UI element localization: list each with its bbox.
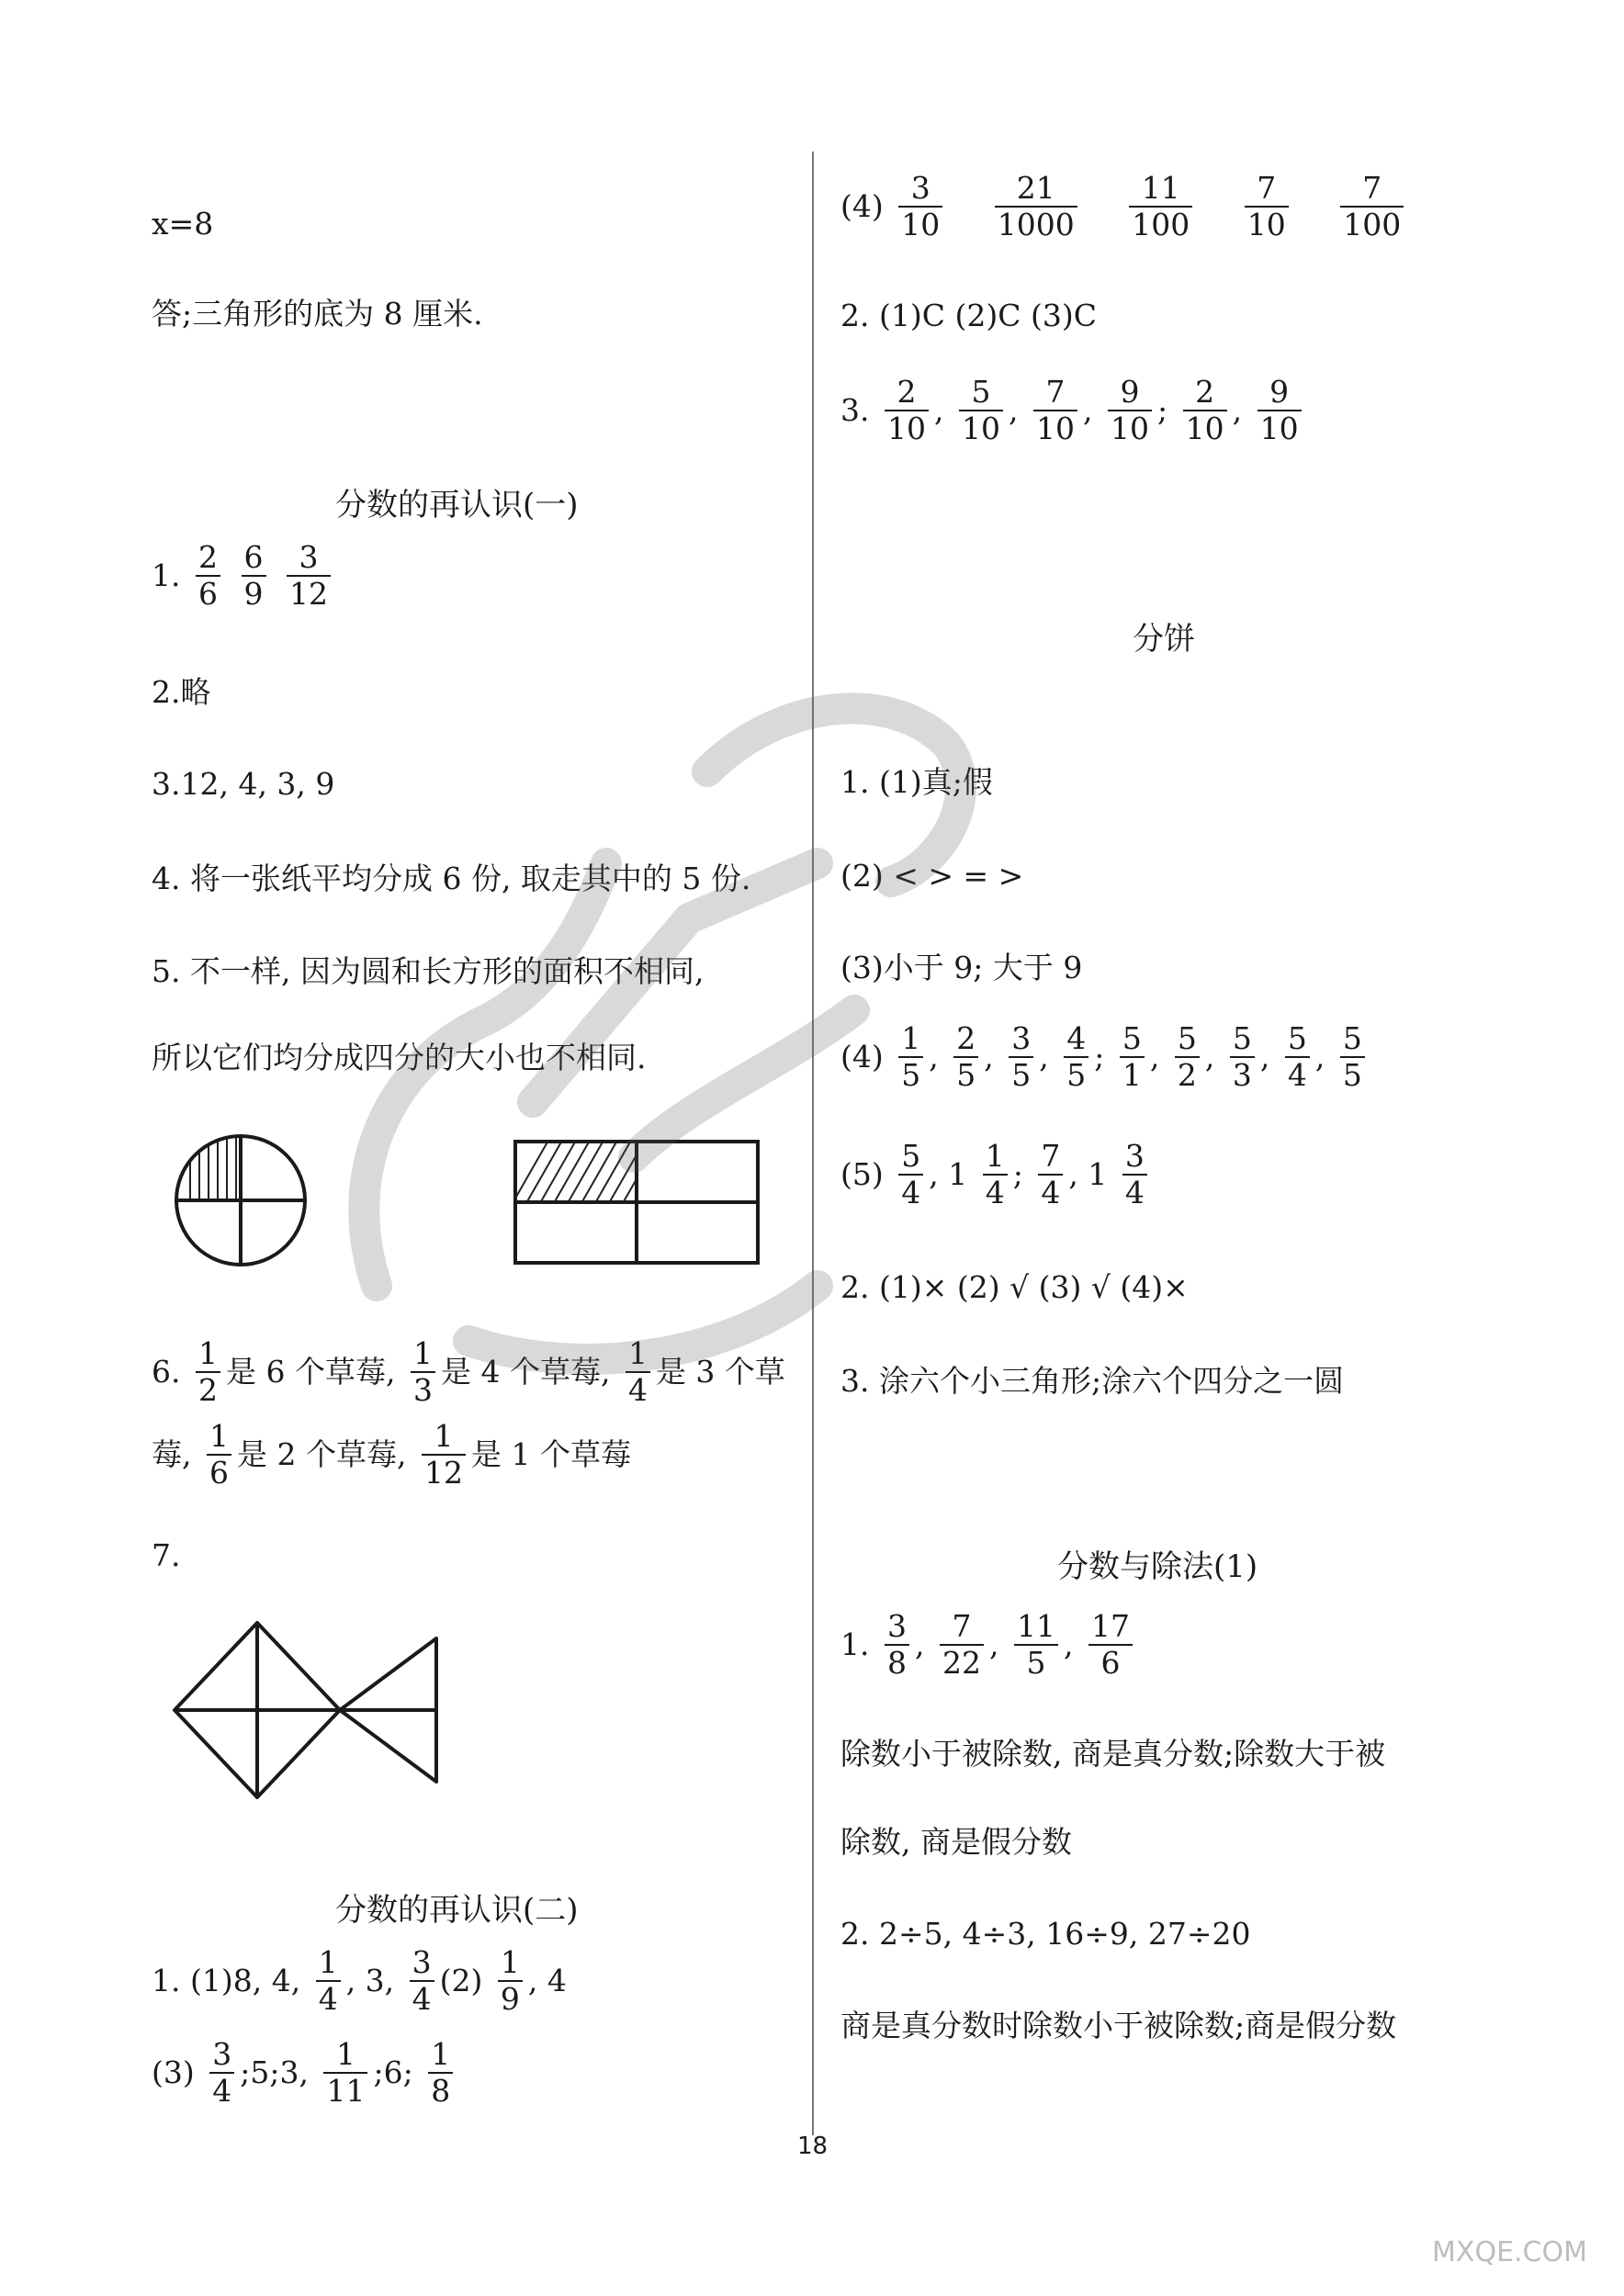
page-number: 18 bbox=[797, 2133, 829, 2160]
division-q2: 2. 2÷5, 4÷3, 16÷9, 27÷20 bbox=[840, 1916, 1251, 1952]
fenbing-q2: 2. (1)× (2) √ (3) √ (4)× bbox=[840, 1269, 1189, 1305]
fenbing-q1-1: 1. (1)真;假 bbox=[840, 764, 993, 800]
watermark-graphic bbox=[303, 588, 1001, 1414]
question-2: 2.略 bbox=[152, 674, 211, 710]
section-2-line-2: (3) $\frac{3}{4}$ ;5;3, $\frac{1}{11}$ ;6; $\frac{1}{8}$ bbox=[152, 2037, 458, 2109]
question-4-fractions: (4) $\frac{3}{10}$ $\frac{21}{1000}$ $\frac{11}{100}$ $\frac{7}{10}$ $\frac{7}{100}$ bbox=[840, 171, 1409, 242]
division-q2-text: 商是真分数时除数小于被除数;商是假分数 bbox=[840, 2008, 1397, 2043]
equation-line: x=8 bbox=[152, 206, 214, 242]
watermark-site-text: MXQE.COM bbox=[1432, 2236, 1587, 2268]
circle-quarters-figure bbox=[172, 1131, 310, 1269]
question-3-fractions: 3. $\frac{2}{10}$ , $\frac{5}{10}$ , $\frac{7}{10}$ , $\frac{9}{10}$ ; $\frac{2}{10}$ , $\frac{9}{10}$ bbox=[840, 375, 1307, 446]
question-1: 1. $\frac{2}{6}$ $\frac{6}{9}$ $\frac{3}{12}$ bbox=[152, 540, 336, 612]
section-2-line-1: 1. (1)8, 4, $\frac{1}{4}$ , 3, $\frac{3}{4}$ (2) $\frac{1}{9}$ , 4 bbox=[152, 1944, 567, 2017]
question-5-line-2: 所以它们均分成四分的大小也不相同. bbox=[152, 1040, 647, 1075]
question-6-line-2: 莓, $\frac{1}{6}$ 是 2 个草莓, $\frac{1}{12}$ 是 1 个草莓 bbox=[152, 1418, 631, 1491]
division-q1-text-2: 除数, 商是假分数 bbox=[840, 1824, 1072, 1860]
fenbing-q1-3: (3)小于 9; 大于 9 bbox=[840, 950, 1083, 985]
section-title: 分数的再认识(一) bbox=[335, 487, 579, 523]
section-title: 分数与除法(1) bbox=[1057, 1548, 1258, 1585]
fenbing-q1-5: (5) $\frac{5}{4}$ , 1 $\frac{1}{4}$ ; $\frac{7}{4}$ , 1 $\frac{3}{4}$ bbox=[840, 1139, 1153, 1210]
question-6-line-1: 6. $\frac{1}{2}$ 是 6 个草莓, $\frac{1}{3}$ 是 4 个草莓, $\frac{1}{4}$ 是 3 个草 bbox=[152, 1335, 785, 1408]
question-5-line-1: 5. 不一样, 因为圆和长方形的面积不相同, bbox=[152, 953, 705, 989]
fenbing-q1-4: (4) $\frac{1}{5}$ , $\frac{2}{5}$ , $\frac{3}{5}$ , $\frac{4}{5}$ ; $\frac{5}{1}$ , $\frac{5}{2}$ , $\frac{5}{3}$ , $\frac{5}{4}$ , $\frac{5}{5}$ bbox=[840, 1021, 1370, 1093]
question-4: 4. 将一张纸平均分成 6 份, 取走其中的 5 份. bbox=[152, 861, 751, 896]
fenbing-q1-2: (2) < > = > bbox=[840, 858, 1024, 894]
question-3: 3.12, 4, 3, 9 bbox=[152, 766, 335, 802]
answer-line: 答;三角形的底为 8 厘米. bbox=[152, 296, 483, 332]
section-title: 分数的再认识(二) bbox=[335, 1892, 579, 1929]
bowtie-triangles-figure bbox=[170, 1618, 445, 1802]
question-2-choices: 2. (1)C (2)C (3)C bbox=[840, 298, 1097, 333]
division-q1-text-1: 除数小于被除数, 商是真分数;除数大于被 bbox=[840, 1736, 1386, 1772]
fenbing-q3: 3. 涂六个小三角形;涂六个四分之一圆 bbox=[840, 1363, 1345, 1399]
question-7: 7. bbox=[152, 1537, 181, 1573]
section-title: 分饼 bbox=[1133, 621, 1195, 658]
division-q1: 1. $\frac{3}{8}$ , $\frac{7}{22}$ , $\frac{11}{5}$ , $\frac{17}{6}$ bbox=[840, 1609, 1138, 1681]
